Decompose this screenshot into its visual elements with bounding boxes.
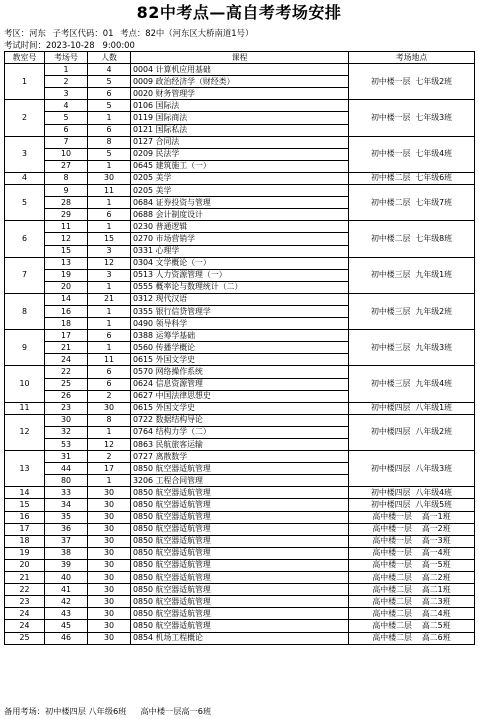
classroom-cell: 10: [5, 366, 45, 402]
course-cell: 0230 普通逻辑: [131, 221, 349, 233]
location-cell: 高中楼二层 高二5班: [349, 620, 475, 632]
course-cell: 0121 国际私法: [131, 124, 349, 136]
count-cell: 8: [88, 136, 131, 148]
exam-room-cell: 7: [45, 136, 88, 148]
exam-room-cell: 45: [45, 620, 88, 632]
exam-room-cell: 25: [45, 378, 88, 390]
exam-room-cell: 44: [45, 463, 88, 475]
table-row: [5, 632, 475, 644]
location-cell: 初中楼三层 九年级2班: [349, 293, 475, 329]
count-cell: 5: [88, 148, 131, 160]
count-cell: 30: [88, 559, 131, 571]
exam-room-cell: 18: [45, 318, 88, 330]
exam-room-cell: 38: [45, 547, 88, 559]
count-cell: 12: [88, 439, 131, 451]
classroom-cell: 24: [5, 620, 45, 632]
table-row: [5, 330, 475, 342]
count-cell: 30: [88, 584, 131, 596]
location-cell: 高中楼二层 高二4班: [349, 608, 475, 620]
count-cell: 6: [88, 378, 131, 390]
count-cell: 1: [88, 281, 131, 293]
header-classroom: 教室号: [5, 52, 45, 64]
count-cell: 1: [88, 221, 131, 233]
header-exam-room: 考场号: [45, 52, 88, 64]
location-cell: 初中楼二层 七年级8班: [349, 221, 475, 257]
location-cell: 高中楼二层 高二3班: [349, 596, 475, 608]
classroom-cell: 19: [5, 547, 45, 559]
count-cell: 30: [88, 172, 131, 184]
course-cell: 0205 美学: [131, 172, 349, 184]
classroom-cell: 25: [5, 632, 45, 644]
table-row: [5, 366, 475, 378]
course-cell: 0854 机场工程概论: [131, 632, 349, 644]
location-cell: 高中楼一层 高一4班: [349, 547, 475, 559]
exam-room-cell: 41: [45, 584, 88, 596]
classroom-cell: 3: [5, 136, 45, 172]
count-cell: 12: [88, 257, 131, 269]
course-cell: 0127 合同法: [131, 136, 349, 148]
exam-room-cell: 43: [45, 608, 88, 620]
course-cell: 0555 概率论与数理统计（二）: [131, 281, 349, 293]
venue-value: 82中（河东区大桥南道1号）: [145, 28, 254, 38]
table-row: [5, 64, 475, 76]
table-row: [5, 584, 475, 596]
count-cell: 30: [88, 511, 131, 523]
count-cell: 17: [88, 463, 131, 475]
location-cell: 初中楼四层 八年级3班: [349, 451, 475, 487]
schedule-table: [4, 51, 475, 645]
location-cell: 初中楼四层 八年级2班: [349, 414, 475, 450]
course-cell: 0850 航空器适航管理: [131, 535, 349, 547]
exam-room-cell: 29: [45, 209, 88, 221]
course-cell: 0388 运筹学基础: [131, 330, 349, 342]
classroom-cell: 11: [5, 402, 45, 414]
classroom-cell: 16: [5, 511, 45, 523]
schedule-table-wrapper: [4, 51, 474, 645]
district-value: 河东: [29, 28, 46, 38]
table-row: [5, 100, 475, 112]
location-cell: 高中楼二层 高二2班: [349, 572, 475, 584]
course-cell: 0570 网络操作系统: [131, 366, 349, 378]
exam-room-cell: 23: [45, 402, 88, 414]
count-cell: 30: [88, 620, 131, 632]
exam-room-cell: 19: [45, 269, 88, 281]
exam-room-cell: 17: [45, 330, 88, 342]
table-body: [5, 64, 475, 645]
backup-room-1: 初中楼四层 八年级6班: [44, 706, 127, 716]
exam-room-cell: 39: [45, 559, 88, 571]
backup-label: 备用考场：: [4, 706, 45, 716]
course-cell: 0764 结构力学（二）: [131, 426, 349, 438]
course-cell: 0119 国际商法: [131, 112, 349, 124]
header-location: 考场地点: [349, 52, 475, 64]
exam-room-cell: 11: [45, 221, 88, 233]
count-cell: 30: [88, 632, 131, 644]
course-cell: 0727 离散数学: [131, 451, 349, 463]
course-cell: 0615 外国文学史: [131, 402, 349, 414]
table-row: [5, 547, 475, 559]
table-row: [5, 596, 475, 608]
classroom-cell: 8: [5, 293, 45, 329]
course-cell: 0009 政治经济学（财经类）: [131, 76, 349, 88]
classroom-cell: 13: [5, 451, 45, 487]
course-cell: 0624 信息资源管理: [131, 378, 349, 390]
table-row: [5, 499, 475, 511]
exam-room-cell: 10: [45, 148, 88, 160]
classroom-cell: 20: [5, 559, 45, 571]
classroom-cell: 24: [5, 608, 45, 620]
course-cell: 0020 财务管理学: [131, 88, 349, 100]
exam-time-label: 考试时间：: [4, 40, 46, 50]
course-cell: 0850 航空器适航管理: [131, 523, 349, 535]
count-cell: 6: [88, 366, 131, 378]
course-cell: 3206 工程合同管理: [131, 475, 349, 487]
location-cell: 初中楼二层 七年级6班: [349, 172, 475, 184]
course-cell: 0850 航空器适航管理: [131, 463, 349, 475]
table-row: [5, 451, 475, 463]
location-cell: 高中楼一层 高一5班: [349, 559, 475, 571]
classroom-cell: 17: [5, 523, 45, 535]
count-cell: 30: [88, 596, 131, 608]
count-cell: 6: [88, 209, 131, 221]
table-row: [5, 511, 475, 523]
exam-room-cell: 15: [45, 245, 88, 257]
exam-time-value: 2023-10-28 9:00:00: [45, 40, 135, 50]
classroom-cell: 7: [5, 257, 45, 293]
course-cell: 0863 民航旅客运输: [131, 439, 349, 451]
course-cell: 0205 美学: [131, 185, 349, 197]
course-cell: 0850 航空器适航管理: [131, 511, 349, 523]
course-cell: 0850 航空器适航管理: [131, 559, 349, 571]
count-cell: 11: [88, 185, 131, 197]
exam-room-cell: 13: [45, 257, 88, 269]
table-row: [5, 172, 475, 184]
course-cell: 0688 会计制度设计: [131, 209, 349, 221]
exam-room-cell: 1: [45, 64, 88, 76]
table-row: [5, 136, 475, 148]
location-cell: 初中楼三层 九年级4班: [349, 366, 475, 402]
table-row: [5, 620, 475, 632]
exam-info-line: [4, 28, 253, 38]
count-cell: 4: [88, 64, 131, 76]
exam-room-cell: 5: [45, 112, 88, 124]
count-cell: 5: [88, 100, 131, 112]
count-cell: 30: [88, 402, 131, 414]
subdistrict-code-value: 01: [102, 28, 114, 38]
course-cell: 0331 心理学: [131, 245, 349, 257]
location-cell: 初中楼三层 九年级1班: [349, 257, 475, 293]
course-cell: 0850 航空器适航管理: [131, 608, 349, 620]
count-cell: 30: [88, 523, 131, 535]
course-cell: 0850 航空器适航管理: [131, 620, 349, 632]
location-cell: 高中楼一层 高一3班: [349, 535, 475, 547]
course-cell: 0209 民法学: [131, 148, 349, 160]
classroom-cell: 6: [5, 221, 45, 257]
table-header-row: [5, 52, 475, 64]
course-cell: 0490 领导科学: [131, 318, 349, 330]
backup-room-2: 高中楼一层高一6班: [140, 706, 212, 716]
classroom-cell: 1: [5, 64, 45, 100]
classroom-cell: 5: [5, 185, 45, 221]
exam-room-cell: 22: [45, 366, 88, 378]
course-cell: 0850 航空器适航管理: [131, 547, 349, 559]
exam-time-line: [4, 40, 135, 50]
count-cell: 2: [88, 390, 131, 402]
exam-room-cell: 80: [45, 475, 88, 487]
header-count: 人数: [88, 52, 131, 64]
count-cell: 6: [88, 88, 131, 100]
backup-rooms: [4, 706, 225, 716]
count-cell: 30: [88, 572, 131, 584]
location-cell: 初中楼四层 八年级4班: [349, 487, 475, 499]
table-row: [5, 523, 475, 535]
count-cell: 1: [88, 318, 131, 330]
course-cell: 0004 计算机应用基础: [131, 64, 349, 76]
header-course: 课程: [131, 52, 349, 64]
location-cell: 高中楼一层 高一2班: [349, 523, 475, 535]
count-cell: 30: [88, 547, 131, 559]
table-row: [5, 221, 475, 233]
page-title: 82中考点—高自考考场安排: [136, 3, 342, 22]
exam-room-cell: 37: [45, 535, 88, 547]
classroom-cell: 12: [5, 414, 45, 450]
table-row: [5, 414, 475, 426]
location-cell: 初中楼一层 七年级3班: [349, 100, 475, 136]
venue-label: 考点：: [120, 28, 146, 38]
exam-room-cell: 20: [45, 281, 88, 293]
course-cell: 0560 传播学概论: [131, 342, 349, 354]
classroom-cell: 22: [5, 584, 45, 596]
exam-room-cell: 16: [45, 305, 88, 317]
classroom-cell: 18: [5, 535, 45, 547]
exam-room-cell: 14: [45, 293, 88, 305]
count-cell: 30: [88, 535, 131, 547]
exam-room-cell: 32: [45, 426, 88, 438]
exam-room-cell: 53: [45, 439, 88, 451]
course-cell: 0106 国际法: [131, 100, 349, 112]
course-cell: 0850 航空器适航管理: [131, 487, 349, 499]
course-cell: 0270 市场营销学: [131, 233, 349, 245]
count-cell: 1: [88, 426, 131, 438]
exam-room-cell: 9: [45, 185, 88, 197]
course-cell: 0304 文学概论（一）: [131, 257, 349, 269]
table-row: [5, 572, 475, 584]
course-cell: 0645 建筑施工（一）: [131, 160, 349, 172]
classroom-cell: 4: [5, 172, 45, 184]
exam-room-cell: 21: [45, 342, 88, 354]
district-label: 考区：: [4, 28, 30, 38]
course-cell: 0850 航空器适航管理: [131, 596, 349, 608]
count-cell: 1: [88, 160, 131, 172]
location-cell: 初中楼四层 八年级5班: [349, 499, 475, 511]
classroom-cell: 15: [5, 499, 45, 511]
count-cell: 30: [88, 608, 131, 620]
exam-room-cell: 30: [45, 414, 88, 426]
location-cell: 高中楼一层 高一1班: [349, 511, 475, 523]
table-row: [5, 487, 475, 499]
location-cell: 高中楼二层 高二6班: [349, 632, 475, 644]
count-cell: 8: [88, 414, 131, 426]
exam-room-cell: 24: [45, 354, 88, 366]
count-cell: 1: [88, 342, 131, 354]
location-cell: 初中楼四层 八年级1班: [349, 402, 475, 414]
exam-room-cell: 8: [45, 172, 88, 184]
course-cell: 0615 外国文学史: [131, 354, 349, 366]
exam-room-cell: 3: [45, 88, 88, 100]
count-cell: 30: [88, 499, 131, 511]
exam-room-cell: 27: [45, 160, 88, 172]
course-cell: 0627 中国法律思想史: [131, 390, 349, 402]
count-cell: 5: [88, 76, 131, 88]
exam-room-cell: 46: [45, 632, 88, 644]
table-row: [5, 257, 475, 269]
course-cell: 0850 航空器适航管理: [131, 572, 349, 584]
classroom-cell: 21: [5, 572, 45, 584]
course-cell: 0850 航空器适航管理: [131, 499, 349, 511]
course-cell: 0684 证券投资与管理: [131, 197, 349, 209]
course-cell: 0513 人力资源管理（一）: [131, 269, 349, 281]
exam-room-cell: 4: [45, 100, 88, 112]
location-cell: 初中楼二层 七年级7班: [349, 185, 475, 221]
exam-room-cell: 12: [45, 233, 88, 245]
exam-room-cell: 40: [45, 572, 88, 584]
course-cell: 0722 数据结构导论: [131, 414, 349, 426]
count-cell: 2: [88, 451, 131, 463]
classroom-cell: 9: [5, 330, 45, 366]
count-cell: 6: [88, 124, 131, 136]
classroom-cell: 14: [5, 487, 45, 499]
subdistrict-code-label: 子考区代码：: [52, 28, 103, 38]
exam-room-cell: 33: [45, 487, 88, 499]
exam-room-cell: 31: [45, 451, 88, 463]
table-row: [5, 608, 475, 620]
location-cell: 初中楼一层 七年级2班: [349, 64, 475, 100]
table-row: [5, 293, 475, 305]
table-row: [5, 559, 475, 571]
count-cell: 1: [88, 475, 131, 487]
table-row: [5, 402, 475, 414]
exam-room-cell: 34: [45, 499, 88, 511]
course-cell: 0312 现代汉语: [131, 293, 349, 305]
course-cell: 0355 银行信贷管理学: [131, 305, 349, 317]
classroom-cell: 23: [5, 596, 45, 608]
count-cell: 15: [88, 233, 131, 245]
exam-room-cell: 6: [45, 124, 88, 136]
count-cell: 6: [88, 330, 131, 342]
exam-room-cell: 36: [45, 523, 88, 535]
count-cell: 11: [88, 354, 131, 366]
exam-room-cell: 28: [45, 197, 88, 209]
count-cell: 1: [88, 305, 131, 317]
count-cell: 1: [88, 112, 131, 124]
location-cell: 初中楼一层 七年级4班: [349, 136, 475, 172]
exam-room-cell: 42: [45, 596, 88, 608]
table-row: [5, 535, 475, 547]
table-row: [5, 185, 475, 197]
course-cell: 0850 航空器适航管理: [131, 584, 349, 596]
exam-room-cell: 2: [45, 76, 88, 88]
count-cell: 3: [88, 269, 131, 281]
exam-room-cell: 26: [45, 390, 88, 402]
count-cell: 1: [88, 197, 131, 209]
location-cell: 高中楼二层 高二1班: [349, 584, 475, 596]
count-cell: 30: [88, 487, 131, 499]
classroom-cell: 2: [5, 100, 45, 136]
exam-room-cell: 35: [45, 511, 88, 523]
location-cell: 初中楼三层 九年级3班: [349, 330, 475, 366]
count-cell: 3: [88, 245, 131, 257]
count-cell: 21: [88, 293, 131, 305]
